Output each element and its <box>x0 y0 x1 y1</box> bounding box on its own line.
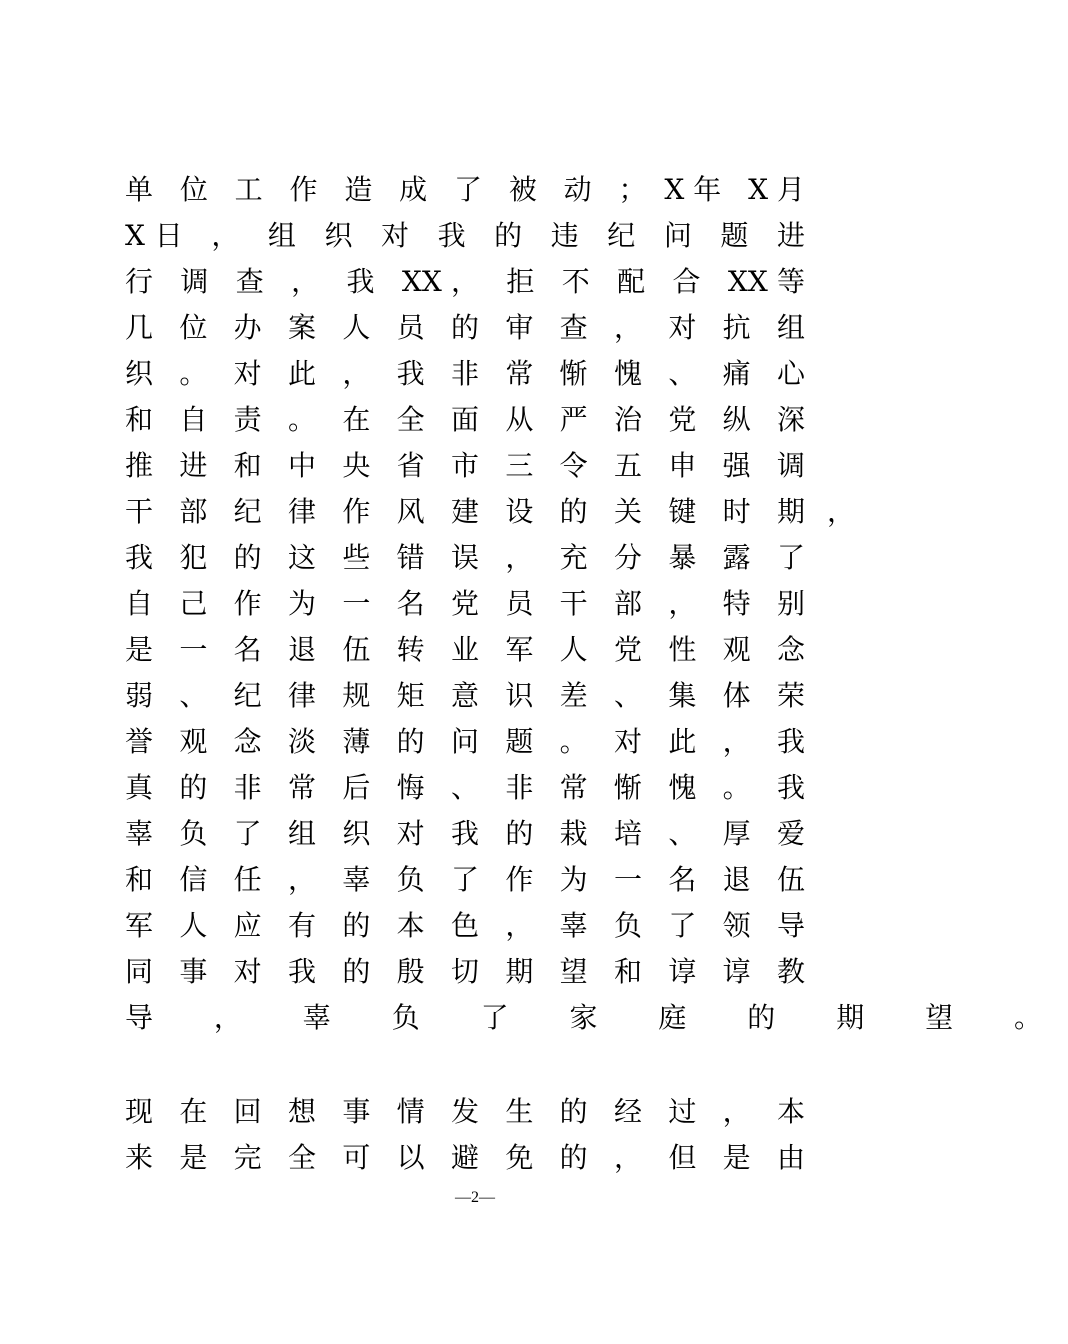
text-line: 誉 观 念 淡 薄 的 问 题 。 对 此 ， 我 <box>125 725 805 758</box>
text-line: X日 ， 组 织 对 我 的 违 纪 问 题 进 <box>125 219 805 252</box>
text-line: 军 人 应 有 的 本 色 ， 辜 负 了 领 导 <box>125 909 805 942</box>
page-number: —2— <box>455 1189 495 1206</box>
text-line: 辜 负 了 组 织 对 我 的 栽 培 、 厚 爱 <box>125 817 805 850</box>
text-line: 同 事 对 我 的 殷 切 期 望 和 谆 谆 教 <box>125 955 805 988</box>
text-line: 来 是 完 全 可 以 避 免 的 ， 但 是 由 <box>125 1141 805 1174</box>
text-line: 和 自 责 。 在 全 面 从 严 治 党 纵 深 <box>125 403 805 436</box>
text-line: 现 在 回 想 事 情 发 生 的 经 过 ， 本 <box>125 1095 805 1128</box>
text-line: 干 部 纪 律 作 风 建 设 的 关 键 时 期 <box>125 495 805 528</box>
text-line: 弱 、 纪 律 规 矩 意 识 差 、 集 体 荣 <box>125 679 805 712</box>
text-line: 导 ， 辜 负 了 家 庭 的 期 望 。 <box>125 1001 1068 1034</box>
text-line: 推 进 和 中 央 省 市 三 令 五 申 强 调 <box>125 449 805 482</box>
text-line: 是 一 名 退 伍 转 业 军 人 党 性 观 念 <box>125 633 805 666</box>
text-line: 织 。 对 此 ， 我 非 常 惭 愧 、 痛 心 <box>125 357 805 390</box>
text-line: 行 调 查 ， 我 XX， 拒 不 配 合 XX等 <box>125 265 805 298</box>
text-line: 单 位 工 作 造 成 了 被 动 ； X年 X月 <box>125 173 805 206</box>
text-line: 我 犯 的 这 些 错 误 ， 充 分 暴 露 了 <box>125 541 805 574</box>
text-line: 自 己 作 为 一 名 党 员 干 部 ， 特 别 <box>125 587 805 620</box>
text-line: 真 的 非 常 后 悔 、 非 常 惭 愧 。 我 <box>125 771 805 804</box>
text-line: 和 信 任 ， 辜 负 了 作 为 一 名 退 伍 <box>125 863 805 896</box>
text-line: 几 位 办 案 人 员 的 审 查 ， 对 抗 组 <box>125 311 805 344</box>
overflow-punctuation: ， <box>827 495 856 528</box>
